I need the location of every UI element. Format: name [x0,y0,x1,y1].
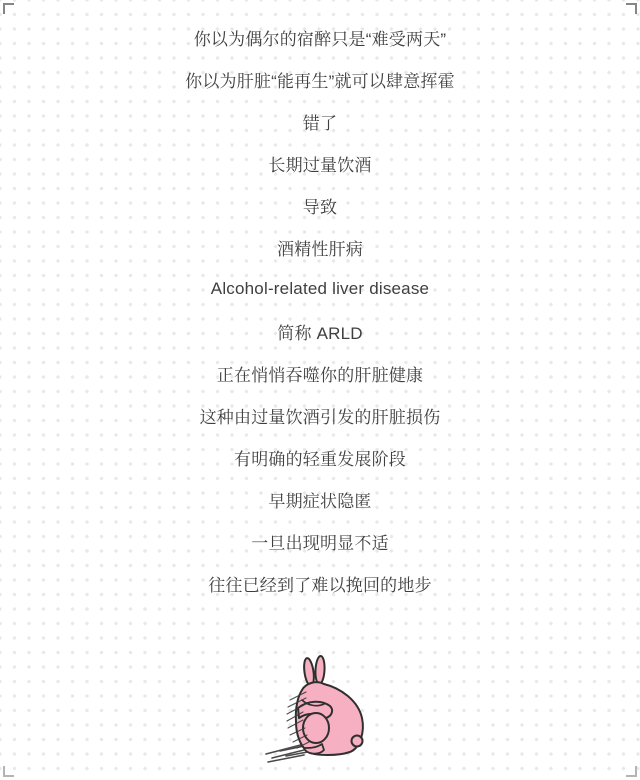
text-line: 你以为偶尔的宿醉只是“难受两天” [193,29,447,49]
text-line: 酒精性肝病 [277,239,363,259]
text-line: 长期过量饮酒 [268,155,372,175]
crop-corner-bottom-left-icon [3,766,14,777]
text-line: 你以为肝脏“能再生”就可以肆意挥霍 [185,71,455,91]
crop-corner-bottom-right-icon [626,766,637,777]
crop-corner-top-right-icon [626,3,637,14]
text-line: 这种由过量饮酒引发的肝脏损伤 [199,407,441,427]
text-line: 往往已经到了难以挽回的地步 [208,575,432,595]
rabbit-knee [303,713,329,743]
article-text-block [0,16,640,604]
text-line: 导致 [302,197,338,217]
text-line: 早期症状隐匿 [268,491,372,511]
crop-corner-top-left-icon [3,3,14,14]
rabbit-tail [352,736,363,747]
text-line: 正在悄悄吞噬你的肝脏健康 [216,365,424,385]
text-line: 有明确的轻重发展阶段 [234,449,406,469]
sad-rabbit-illustration [260,650,372,766]
text-line-english: Alcohol-related liver disease [210,279,430,298]
text-line: 错了 [302,113,338,133]
text-line: 一旦出现明显不适 [251,533,389,553]
text-line: 简称 ARLD [277,323,363,343]
